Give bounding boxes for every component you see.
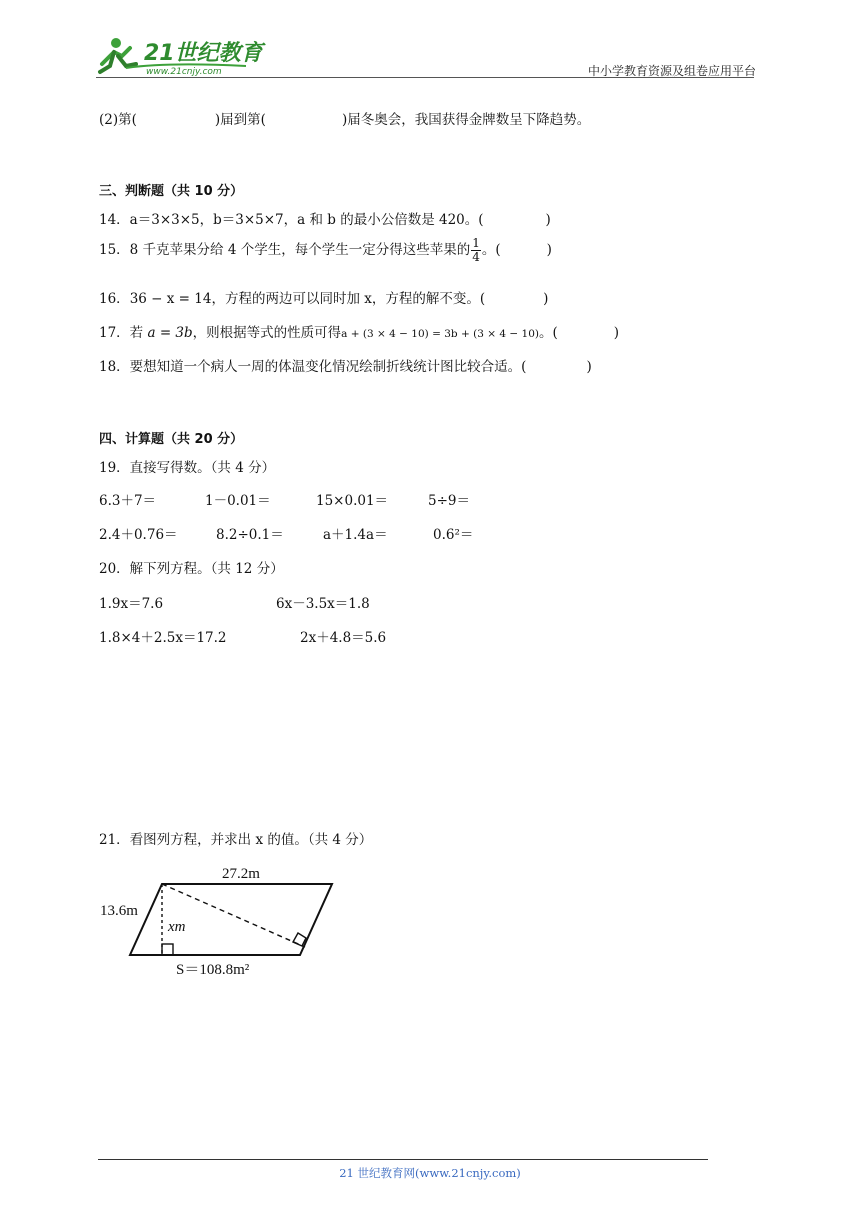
calc-item: 6.3＋7＝ [99, 493, 157, 509]
svg-text:www.21cnjy.com: www.21cnjy.com [146, 67, 222, 76]
calc-item: 8.2÷0.1＝ [216, 527, 284, 543]
svg-text:xm: xm [168, 919, 186, 935]
question-16: 16．36 − x = 14，方程的两边可以同时加 x，方程的解不变。( ) [99, 291, 549, 307]
section-3-title: 三、判断题（共 10 分） [99, 184, 244, 199]
parallelogram-diagram [96, 858, 346, 980]
equation: 36 − x = 14 [129, 291, 212, 307]
calc-item: 5÷9＝ [428, 493, 470, 509]
svg-text:S＝108.8m²: S＝108.8m² [176, 962, 250, 978]
calc-item: 2.4＋0.76＝ [99, 527, 178, 543]
perpendicular-line [162, 884, 305, 947]
header-divider [96, 77, 754, 78]
footer-divider [98, 1159, 708, 1160]
equation-item: 1.9x＝7.6 [99, 596, 164, 612]
equation-item: 2x＋4.8＝5.6 [300, 630, 387, 646]
svg-text:13.6m: 13.6m [100, 903, 138, 919]
fraction-one-quarter: $\frac{1}{4}$ [472, 236, 480, 264]
parallelogram-shape [130, 884, 332, 955]
question-13-part-2: (2)第( )届到第( )届冬奥会，我国获得金牌数呈下降趋势。 [99, 112, 591, 128]
header-platform-text: 中小学教育资源及组卷应用平台 [587, 64, 756, 78]
question-17: 17．若 a = 3b，则根据等式的性质可得a + (3 × 4 − 10) = 3b + (3 × 4 − 10)。( ) [99, 325, 620, 341]
section-4-title: 四、计算题（共 20 分） [99, 432, 244, 447]
calc-item: 0.6²＝ [433, 527, 474, 543]
equation: a + (3 × 4 − 10) = 3b + (3 × 4 − 10) [341, 328, 539, 340]
svg-text:21世纪教育: 21世纪教育 [144, 41, 263, 66]
question-15: 15．8 千克苹果分给 4 个学生，每个学生一定分得这些苹果的 $\frac{1}{4}$ 。( ) [99, 236, 552, 264]
calc-item: a＋1.4a＝ [323, 527, 388, 543]
calc-item: 15×0.01＝ [316, 493, 389, 509]
site-logo [96, 34, 266, 76]
question-19-title: 19．直接写得数。（共 4 分） [99, 460, 276, 476]
question-14: 14．a＝3×3×5，b＝3×5×7，a 和 b 的最小公倍数是 420。( ) [99, 212, 551, 228]
svg-text:27.2m: 27.2m [222, 866, 260, 882]
question-20-title: 20．解下列方程。（共 12 分） [99, 561, 284, 577]
question-18: 18．要想知道一个病人一周的体温变化情况绘制折线统计图比较合适。( ) [99, 359, 592, 375]
equation-item: 6x－3.5x＝1.8 [276, 596, 370, 612]
equation: a = 3b [147, 325, 193, 341]
footer-text[interactable]: 21 世纪教育网(www.21cnjy.com) [339, 1166, 521, 1180]
right-angle-mark [162, 944, 173, 955]
calc-item: 1－0.01＝ [205, 493, 271, 509]
equation-item: 1.8×4＋2.5x＝17.2 [99, 630, 227, 646]
runner-logo-icon [96, 34, 266, 76]
question-21-title: 21．看图列方程，并求出 x 的值。（共 4 分） [99, 832, 373, 848]
